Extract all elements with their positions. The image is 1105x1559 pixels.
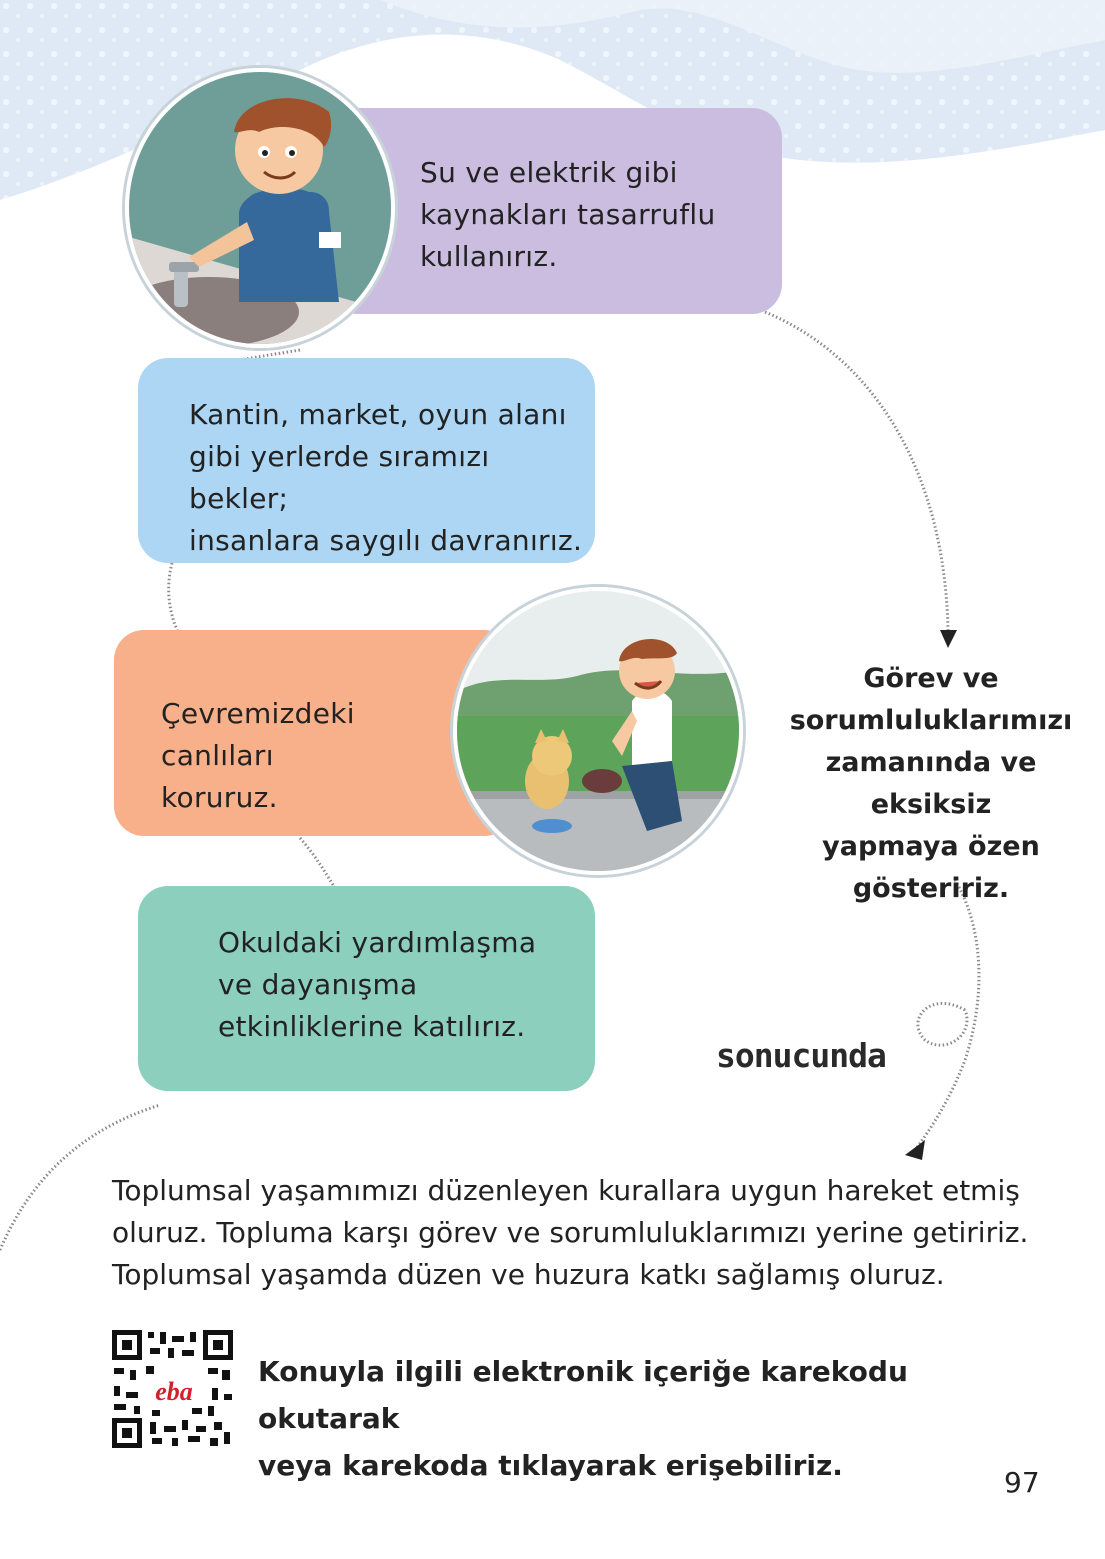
duties-statement: Görev ve sorumluluklarımızı zamanında ve eksiksiz yapmaya özen gösteririz. (789, 663, 1073, 904)
card-save-resources-text: Su ve elektrik gibi kaynakları tasarruflu kullanırız. (420, 156, 716, 273)
card-cooperation (138, 886, 595, 1091)
card-save-resources (328, 108, 782, 314)
eba-logo: eba (155, 1377, 193, 1406)
qr-code-icon[interactable] (112, 1330, 233, 1448)
card-protect-living-things-text: Çevremizdeki canlıları koruruz. (161, 697, 355, 814)
card-cooperation-text: Okuldaki yardımlaşma ve dayanışma etkinliklerine katılırız. (218, 926, 537, 1043)
result-label: sonucunda (716, 1036, 886, 1075)
boy-feeding-cat-illustration (453, 587, 743, 875)
page-number: 97 (1004, 1466, 1040, 1499)
qr-instruction: Konuyla ilgili elektronik içeriğe karekodu okutarak veya karekoda tıklayarak erişebiliriz. (258, 1355, 908, 1482)
summary-paragraph: Toplumsal yaşamımızı düzenleyen kurallara uygun hareket etmiş oluruz. Topluma karşı görev ve sorumluluklarımızı yerine getiririz. Toplumsal yaşamda düzen ve huzura katkı sağlamış oluruz. (112, 1174, 1029, 1291)
boy-at-faucet-illustration (125, 68, 395, 348)
card-wait-in-line-text: Kantin, market, oyun alanı gibi yerlerde sıramızı bekler; insanlara saygılı davranırız. (189, 398, 583, 557)
card-wait-in-line (138, 358, 595, 563)
